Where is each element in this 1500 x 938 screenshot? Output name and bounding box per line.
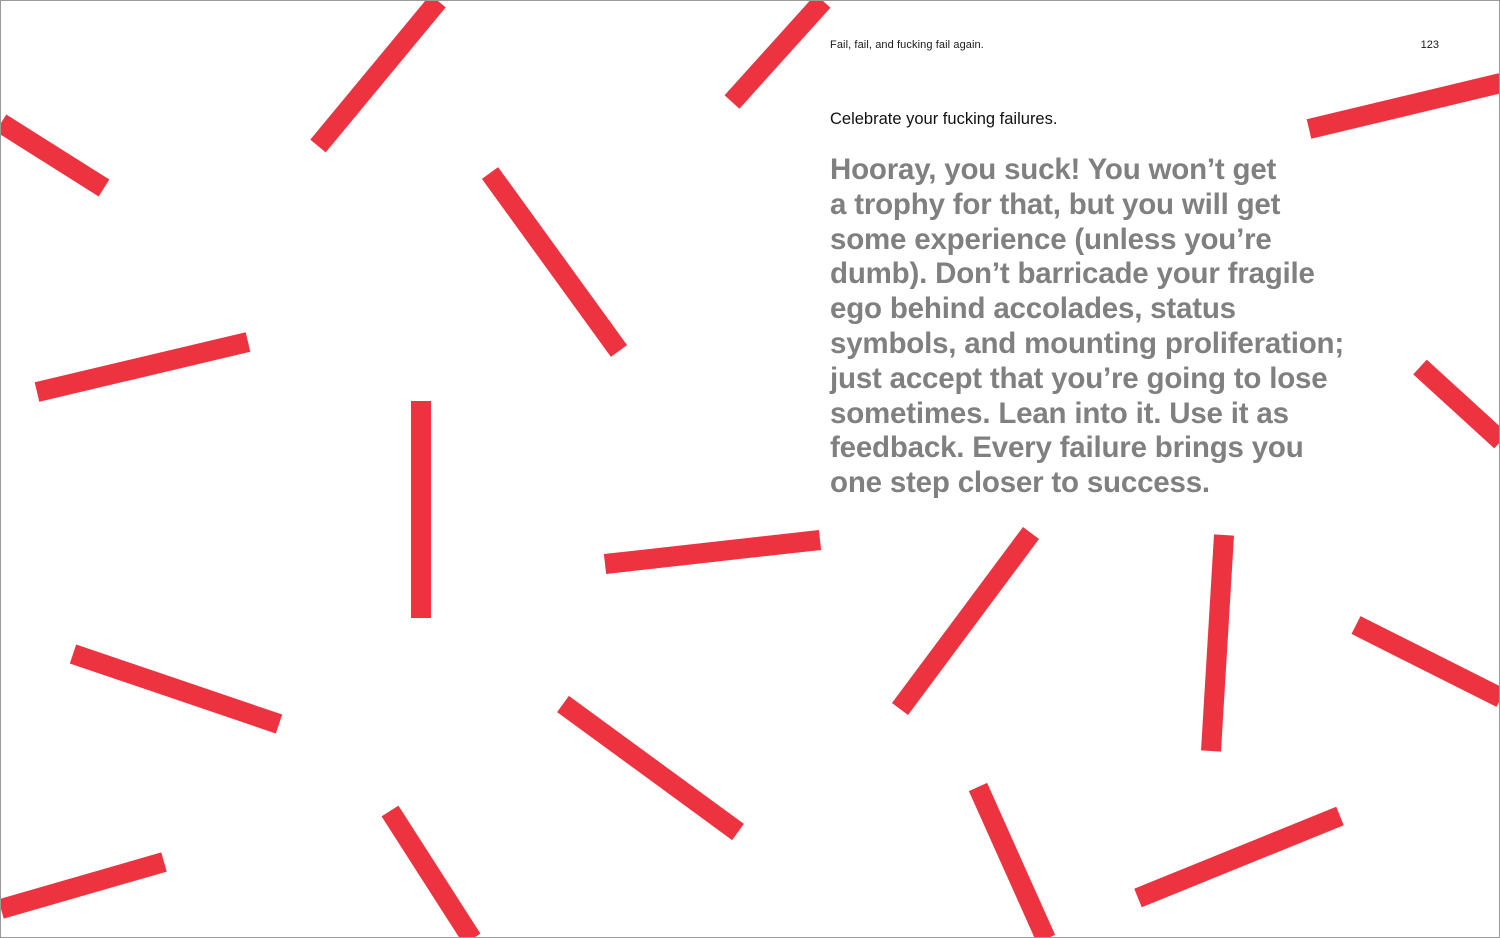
body-line: sometimes. Lean into it. Use it as	[830, 396, 1289, 430]
confetti-stroke	[1, 123, 104, 188]
page-number: 123	[1420, 39, 1439, 51]
confetti-stroke	[73, 654, 279, 724]
body-line: Hooray, you suck! You won’t get	[830, 153, 1277, 186]
running-head: Fail, fail, and fucking fail again.	[830, 39, 984, 51]
body-line: ego behind accolades, status	[830, 292, 1236, 326]
confetti-stroke	[732, 1, 823, 102]
body-line: a trophy for that, but you will get	[830, 187, 1281, 221]
section-headline: Celebrate your fucking failures.	[830, 110, 1058, 128]
confetti-stroke	[490, 173, 619, 351]
confetti-stroke	[1309, 83, 1500, 129]
confetti-stroke	[1138, 816, 1340, 898]
body-line: just accept that you’re going to lose	[830, 361, 1328, 395]
body-line: some experience (unless you’re	[830, 222, 1272, 256]
confetti-stroke	[1420, 367, 1500, 441]
confetti-stroke	[563, 704, 738, 832]
confetti-stroke	[900, 533, 1031, 709]
confetti-stroke	[605, 540, 820, 564]
body-line: feedback. Every failure brings you	[830, 431, 1304, 465]
body-paragraph	[830, 153, 1390, 501]
confetti-stroke	[1356, 625, 1500, 698]
confetti-stroke	[1211, 535, 1224, 751]
confetti-stroke	[978, 787, 1046, 938]
confetti-stroke	[37, 342, 248, 392]
confetti-stroke	[318, 1, 438, 146]
confetti-stroke	[390, 811, 472, 938]
body-line: symbols, and mounting proliferation;	[830, 326, 1344, 360]
body-line: dumb). Don’t barricade your fragile	[830, 257, 1315, 291]
body-line: one step closer to success.	[830, 466, 1210, 500]
confetti-stroke	[1, 862, 164, 909]
